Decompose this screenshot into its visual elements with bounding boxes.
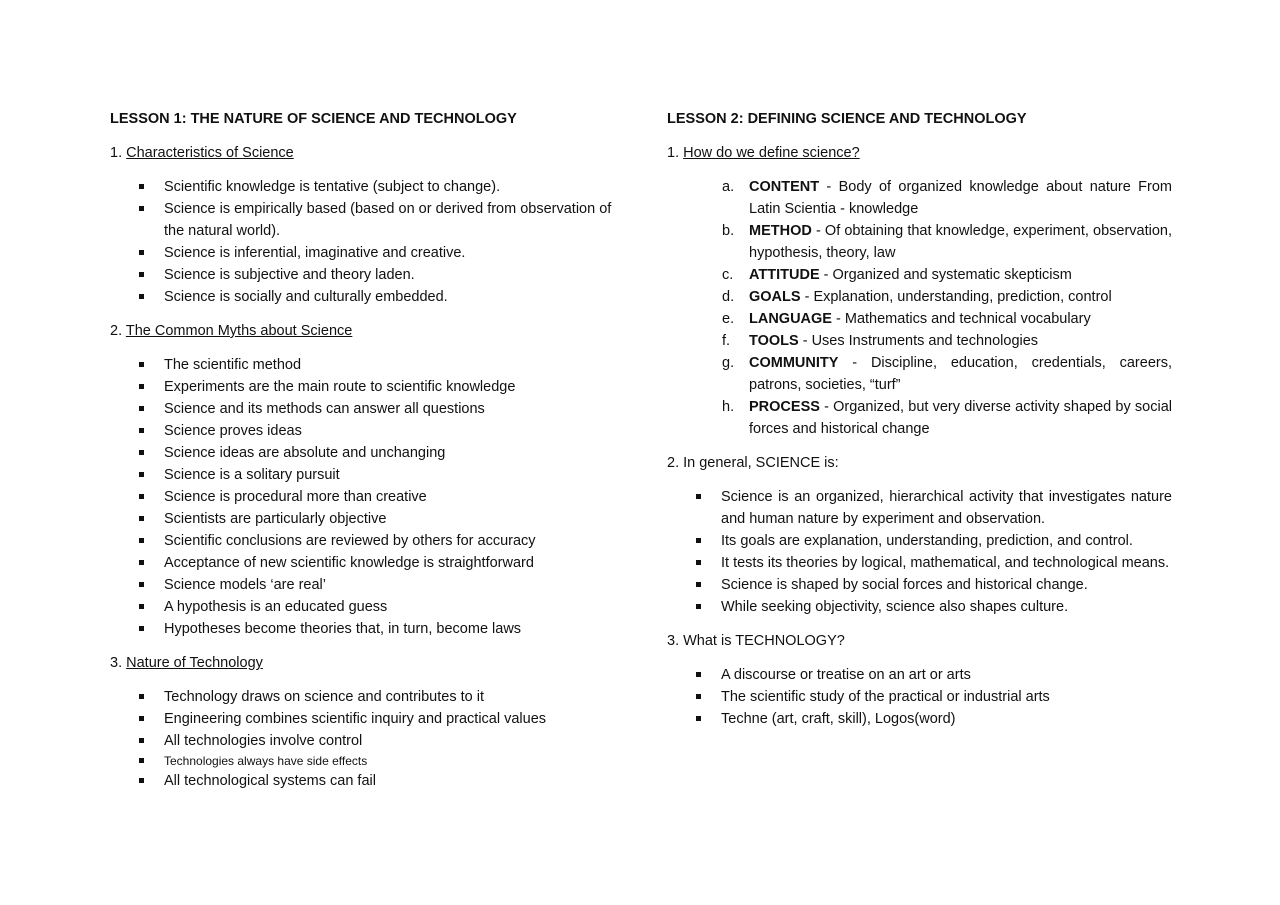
science-general-heading: 2. In general, SCIENCE is:: [667, 455, 839, 471]
list-item-text: Science is inferential, imaginative and creative.: [164, 245, 466, 261]
square-bullet-icon: [696, 582, 701, 587]
square-bullet-icon: [139, 294, 144, 299]
list-item: [164, 376, 620, 398]
square-bullet-icon: [139, 472, 144, 477]
item-letter: b.: [722, 223, 735, 239]
list-item: [164, 596, 620, 618]
square-bullet-icon: [139, 272, 144, 277]
square-bullet-icon: [696, 494, 701, 499]
square-bullet-icon: [139, 428, 144, 433]
list-item: [721, 664, 1172, 686]
definition-text: - Mathematics and technical vocabulary: [831, 311, 1091, 327]
square-bullet-icon: [139, 604, 144, 609]
lesson-1-column: [110, 108, 620, 804]
technology-definition-list: [667, 664, 1172, 730]
square-bullet-icon: [696, 694, 701, 699]
list-item: [164, 752, 620, 770]
list-item-text: Scientific conclusions are reviewed by others for accuracy: [164, 533, 536, 549]
list-item-text: Technology draws on science and contributes to it: [164, 689, 484, 705]
definition-term: METHOD: [749, 223, 812, 239]
characteristics-list: [110, 176, 620, 308]
characteristics-heading: [110, 142, 620, 164]
definition-item: [722, 330, 1172, 352]
list-item: [164, 530, 620, 552]
list-item: [164, 264, 620, 286]
list-item: [164, 618, 620, 640]
item-letter: e.: [722, 311, 735, 327]
definition-list: [667, 176, 1172, 440]
list-item-text: Science ideas are absolute and unchanging: [164, 445, 446, 461]
section-title: How do we define science?: [683, 145, 860, 161]
list-item-text: Science proves ideas: [164, 423, 302, 439]
list-item-text: Techne (art, craft, skill), Logos(word): [721, 711, 956, 727]
list-item-text: While seeking objectivity, science also shapes culture.: [721, 599, 1069, 615]
section-title: Characteristics of Science: [126, 145, 294, 161]
square-bullet-icon: [139, 758, 144, 763]
list-item-text: Science is socially and culturally embedded.: [164, 289, 448, 305]
list-item: [164, 420, 620, 442]
list-item-text: Science is procedural more than creative: [164, 489, 427, 505]
definition-term: ATTITUDE: [749, 267, 820, 283]
list-item-text: Technologies always have side effects: [164, 754, 368, 768]
square-bullet-icon: [139, 778, 144, 783]
square-bullet-icon: [139, 384, 144, 389]
list-item: [164, 198, 620, 242]
list-item: [721, 486, 1172, 530]
definition-item: [722, 352, 1172, 396]
list-item-text: Scientific knowledge is tentative (subject to change).: [164, 179, 501, 195]
list-item-text: Science is subjective and theory laden.: [164, 267, 415, 283]
square-bullet-icon: [696, 538, 701, 543]
item-letter: a.: [722, 179, 735, 195]
square-bullet-icon: [139, 626, 144, 631]
square-bullet-icon: [696, 604, 701, 609]
myths-heading: [110, 320, 620, 342]
definition-text: - Of obtaining that knowledge, experiment, observation, hypothesis, theory, law: [749, 223, 1172, 261]
list-item: [164, 286, 620, 308]
list-item: [164, 442, 620, 464]
square-bullet-icon: [139, 560, 144, 565]
list-item: [164, 730, 620, 752]
list-item: [721, 708, 1172, 730]
square-bullet-icon: [139, 250, 144, 255]
list-item-text: Science models ‘are real’: [164, 577, 326, 593]
lesson-2-title: LESSON 2: DEFINING SCIENCE AND TECHNOLOGY: [667, 111, 1027, 127]
item-letter: g.: [722, 355, 735, 371]
definition-text: - Body of organized knowledge about nature From Latin Scientia - knowledge: [749, 179, 1172, 217]
list-item-text: It tests its theories by logical, mathematical, and technological means.: [721, 555, 1170, 571]
square-bullet-icon: [139, 450, 144, 455]
list-item-text: All technological systems can fail: [164, 773, 376, 789]
item-letter: h.: [722, 399, 735, 415]
definition-term: PROCESS: [749, 399, 820, 415]
item-letter: d.: [722, 289, 735, 305]
list-item-text: The scientific study of the practical or industrial arts: [721, 689, 1050, 705]
list-item-text: Science and its methods can answer all questions: [164, 401, 485, 417]
section-number: 1.: [110, 145, 127, 161]
list-item: [721, 552, 1172, 574]
section-number: 1.: [667, 145, 684, 161]
myths-list: [110, 354, 620, 640]
lesson-2-column: [667, 108, 1172, 742]
list-item: [721, 574, 1172, 596]
definition-item: [722, 220, 1172, 264]
section-number: 2.: [110, 323, 126, 339]
list-item: [164, 508, 620, 530]
definition-text: - Discipline, education, credentials, careers, patrons, societies, “turf”: [749, 355, 1172, 393]
list-item: [164, 464, 620, 486]
list-item: [721, 686, 1172, 708]
item-letter: c.: [722, 267, 734, 283]
definition-item: [722, 264, 1172, 286]
list-item-text: Scientists are particularly objective: [164, 511, 387, 527]
list-item-text: Science is empirically based (based on or derived from observation of the natural world).: [164, 201, 612, 239]
list-item-text: Hypotheses become theories that, in turn, become laws: [164, 621, 522, 637]
list-item: [164, 770, 620, 792]
nature-of-technology-heading: [110, 652, 620, 674]
list-item-text: Engineering combines scientific inquiry and practical values: [164, 711, 547, 727]
square-bullet-icon: [696, 716, 701, 721]
list-item-text: Experiments are the main route to scientific knowledge: [164, 379, 516, 395]
square-bullet-icon: [139, 406, 144, 411]
list-item: [164, 686, 620, 708]
square-bullet-icon: [139, 738, 144, 743]
list-item-text: A discourse or treatise on an art or arts: [721, 667, 971, 683]
definition-text: - Organized and systematic skepticism: [819, 267, 1072, 283]
list-item: [164, 176, 620, 198]
list-item-text: All technologies involve control: [164, 733, 363, 749]
list-item-text: Its goals are explanation, understanding, prediction, and control.: [721, 533, 1133, 549]
square-bullet-icon: [139, 538, 144, 543]
define-science-heading: [667, 142, 1172, 164]
list-item: [721, 530, 1172, 552]
square-bullet-icon: [139, 362, 144, 367]
square-bullet-icon: [139, 694, 144, 699]
definition-text: - Explanation, understanding, prediction, control: [800, 289, 1112, 305]
list-item: [164, 242, 620, 264]
section-number: 3.: [110, 655, 127, 671]
square-bullet-icon: [696, 672, 701, 677]
list-item: [164, 486, 620, 508]
definition-item: [722, 286, 1172, 308]
section-title: Nature of Technology: [126, 655, 263, 671]
list-item: [164, 552, 620, 574]
list-item-text: Acceptance of new scientific knowledge is straightforward: [164, 555, 534, 571]
definition-item: [722, 176, 1172, 220]
list-item: [721, 596, 1172, 618]
list-item-text: The scientific method: [164, 357, 302, 373]
list-item: [164, 708, 620, 730]
square-bullet-icon: [139, 206, 144, 211]
definition-term: CONTENT: [749, 179, 820, 195]
list-item-text: Science is an organized, hierarchical activity that investigates nature and human nature by experiment and observation.: [721, 489, 1172, 527]
square-bullet-icon: [139, 184, 144, 189]
definition-item: [722, 308, 1172, 330]
list-item: [164, 354, 620, 376]
section-title: The Common Myths about Science: [125, 323, 353, 339]
list-item-text: Science is shaped by social forces and historical change.: [721, 577, 1088, 593]
science-general-list: [667, 486, 1172, 618]
definition-term: TOOLS: [749, 333, 799, 349]
square-bullet-icon: [696, 560, 701, 565]
square-bullet-icon: [139, 516, 144, 521]
list-item-text: A hypothesis is an educated guess: [164, 599, 388, 615]
square-bullet-icon: [139, 494, 144, 499]
what-is-technology-heading: 3. What is TECHNOLOGY?: [667, 633, 845, 649]
definition-text: - Organized, but very diverse activity shaped by social forces and historical change: [749, 399, 1172, 437]
square-bullet-icon: [139, 582, 144, 587]
square-bullet-icon: [139, 716, 144, 721]
lesson-1-title: LESSON 1: THE NATURE OF SCIENCE AND TECHNOLOGY: [110, 111, 517, 127]
list-item-text: Science is a solitary pursuit: [164, 467, 340, 483]
definition-term: LANGUAGE: [749, 311, 832, 327]
list-item: [164, 574, 620, 596]
definition-term: COMMUNITY: [749, 355, 839, 371]
list-item: [164, 398, 620, 420]
definition-item: [722, 396, 1172, 440]
definition-term: GOALS: [749, 289, 801, 305]
definition-text: - Uses Instruments and technologies: [798, 333, 1039, 349]
nature-of-technology-list: [110, 686, 620, 792]
item-letter: f.: [722, 333, 731, 349]
